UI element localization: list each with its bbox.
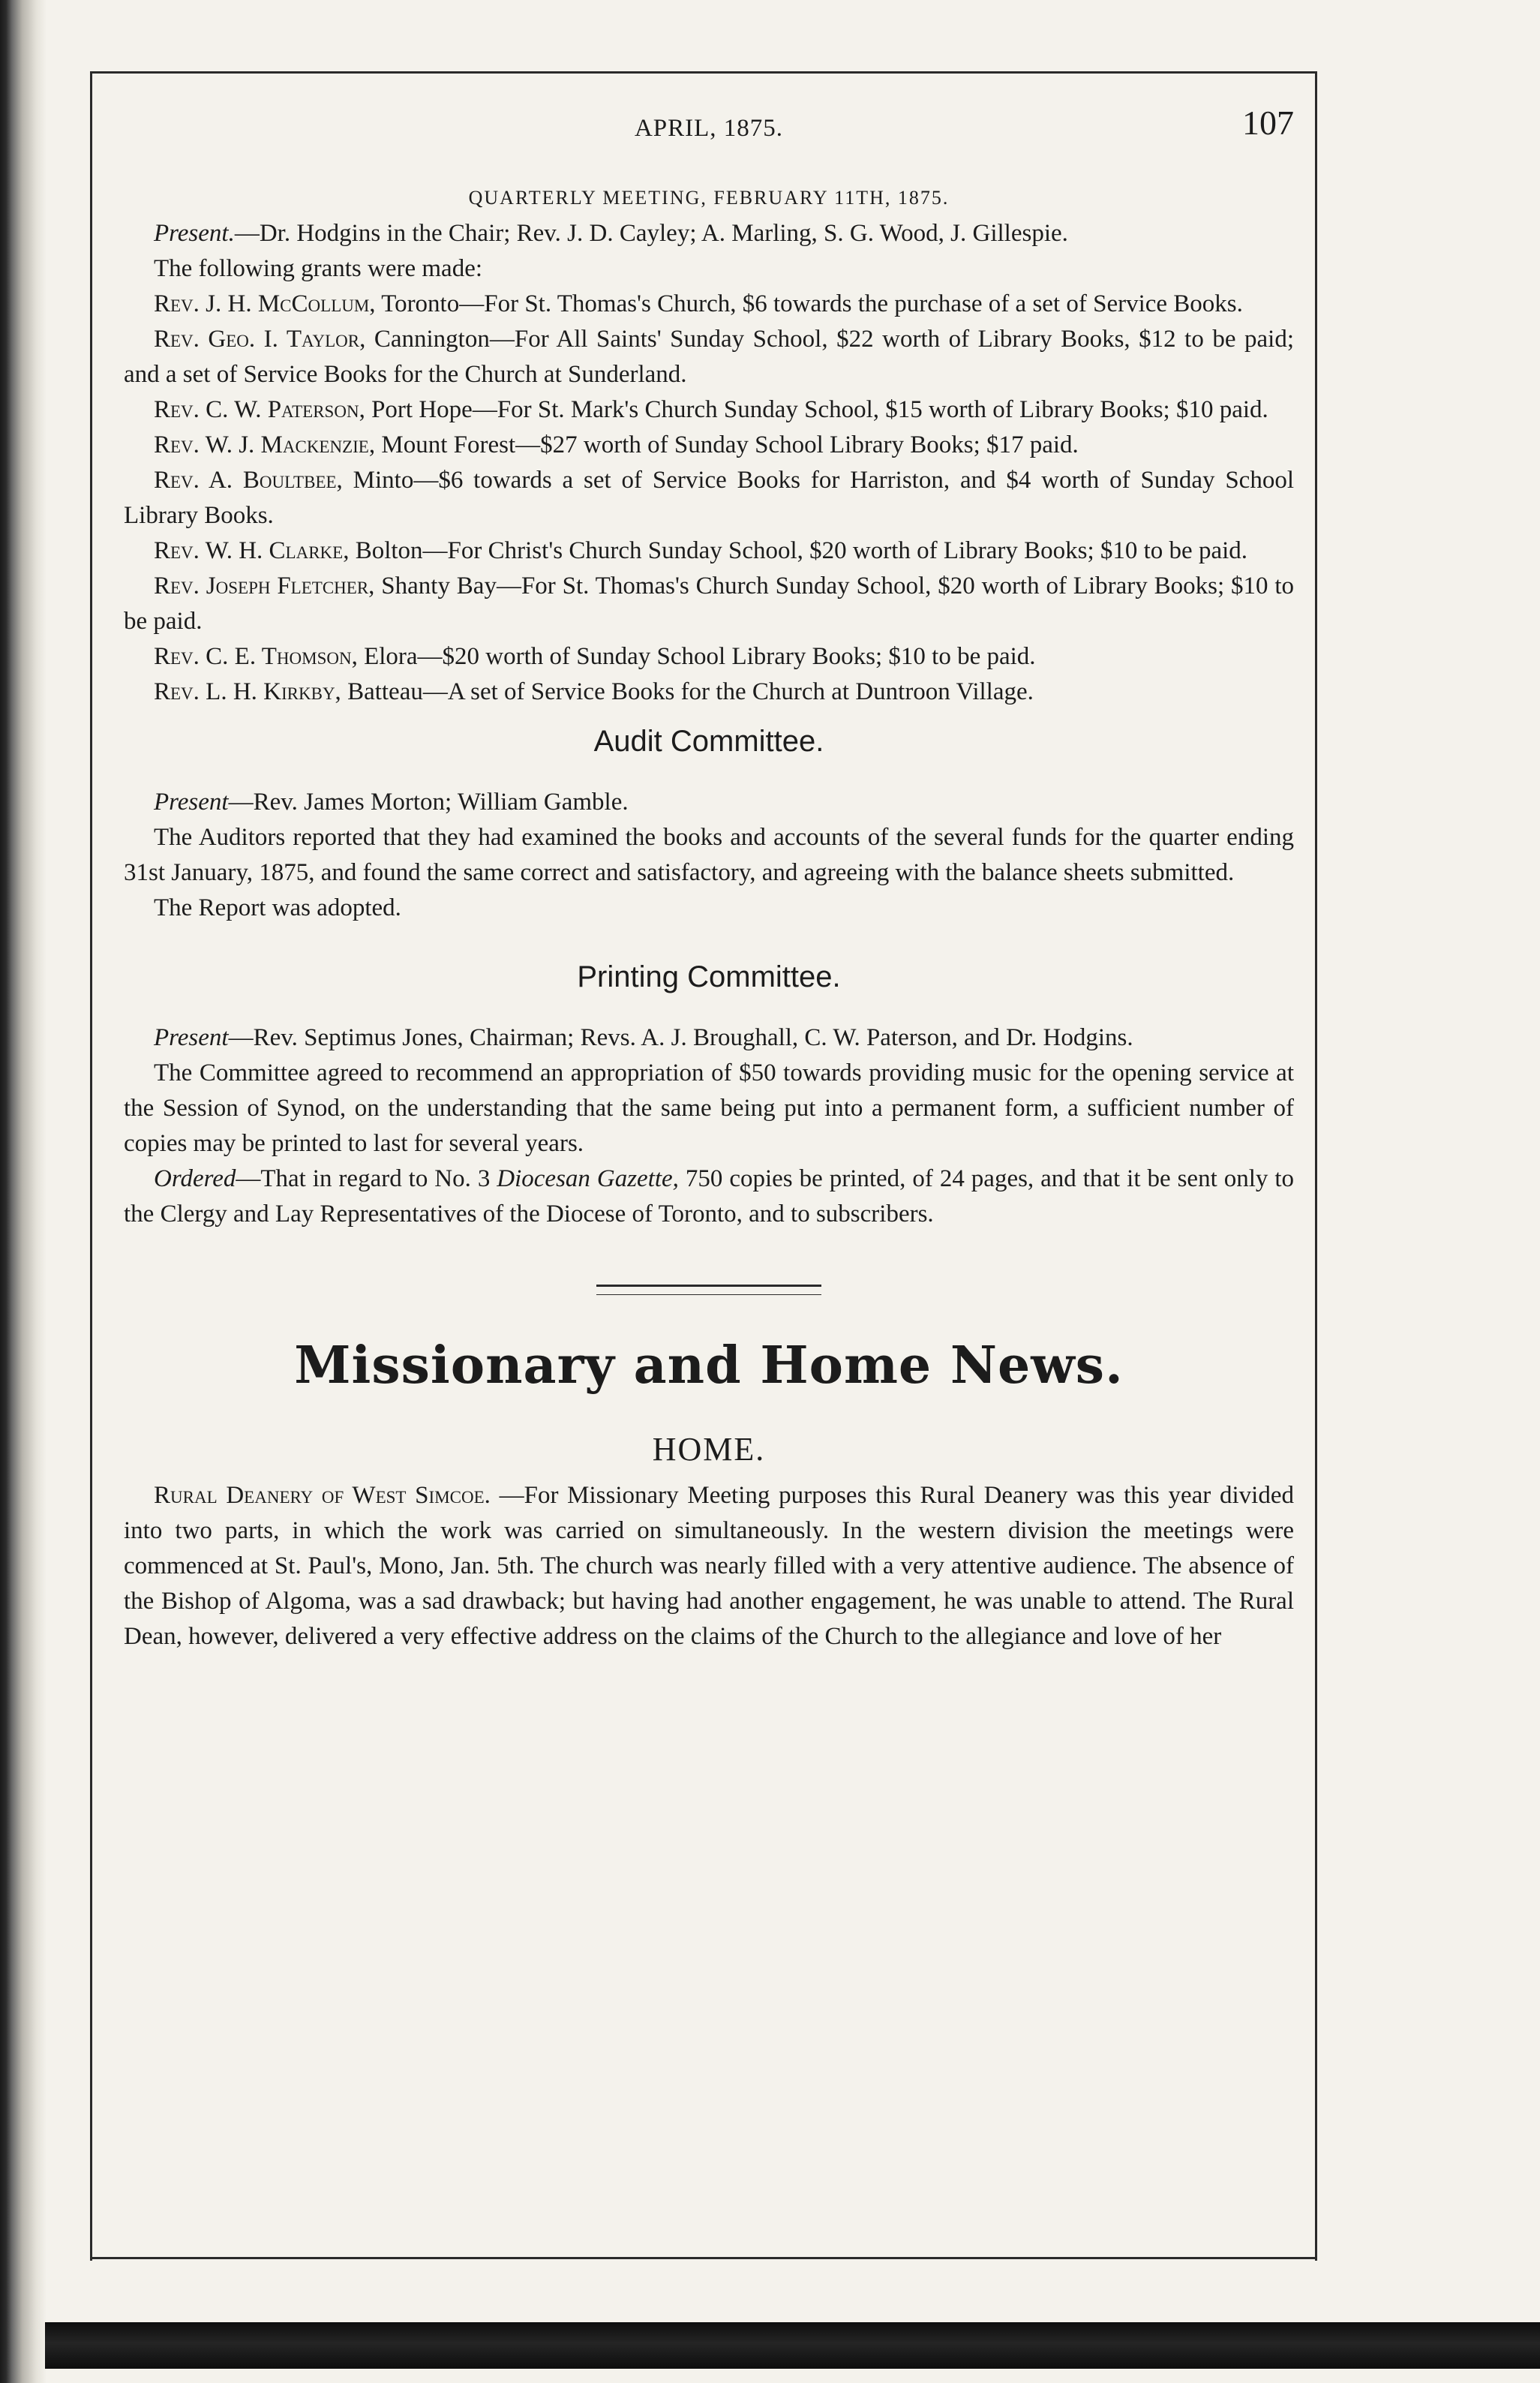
page-content [124,105,1294,1654]
grant-recipient: Rev. Joseph Fletcher, [154,572,375,600]
audit-committee-heading: Audit Committee. [593,725,824,758]
news-lead: Rural Deanery of West Simcoe. [154,1482,491,1509]
grant-item: Rev. Joseph Fletcher, Shanty Bay—For St. Thomas's Church Sunday School, $20 worth of Library Books; $10 to be paid. [124,572,1294,635]
home-subheading: HOME. [652,1431,766,1468]
publication-title: Diocesan Gazette, [497,1165,679,1192]
grant-item: Rev. C. E. Thomson, Elora—$20 worth of Sunday School Library Books; $10 to be paid. [154,643,1036,670]
printing-recommendation: The Committee agreed to recommend an appropriation of $50 towards providing music for the opening service at the Session of Synod, on the understanding that the same being put into a permanent form, a sufficient number of copies may be printed to last for several years. [124,1059,1294,1157]
grant-item: Rev. W. H. Clarke, Bolton—For Christ's Church Sunday School, $20 worth of Library Books; $10 to be paid. [154,537,1248,564]
quarterly-meeting-heading: QUARTERLY MEETING, FEBRUARY 11TH, 1875. [468,187,950,209]
grant-item: Rev. J. H. McCollum, Toronto—For St. Thomas's Church, $6 towards the purchase of a set of Service Books. [154,290,1243,317]
grant-recipient: Rev. J. H. McCollum, [154,290,376,317]
printing-committee-heading: Printing Committee. [577,960,841,993]
section-divider [596,1294,821,1295]
grant-item: Rev. L. H. Kirkby, Batteau—A set of Service Books for the Church at Duntroon Village. [154,678,1034,705]
grant-recipient: Rev. C. W. Paterson, [154,396,365,423]
grant-recipient: Rev. Geo. I. Taylor, [154,326,366,353]
scanner-bottom-band [45,2322,1540,2369]
bottom-rule [90,2257,1317,2259]
news-heading: Missionary and Home News. [294,1336,1124,1396]
grant-item: Rev. C. W. Paterson, Port Hope—For St. Mark's Church Sunday School, $15 worth of Library Books; $10 paid. [154,396,1268,423]
section-divider [596,1285,821,1287]
page-header [124,105,1294,150]
quarterly-present: Present.—Dr. Hodgins in the Chair; Rev. J. D. Cayley; A. Marling, S. G. Wood, J. Gillespie. [154,220,1068,247]
ordered-label: Ordered [154,1165,236,1192]
audit-present: Present—Rev. James Morton; William Gamble. [154,789,629,816]
grant-item: Rev. A. Boultbee, Minto—$6 towards a set of Service Books for Harriston, and $4 worth of Sunday School Library Books. [124,467,1294,529]
grant-item: Rev. W. J. Mackenzie, Mount Forest—$27 worth of Sunday School Library Books; $17 paid. [154,431,1079,458]
present-label: Present [154,1024,229,1051]
running-head: APRIL, 1875. [634,115,784,142]
audit-adopted: The Report was adopted. [154,894,401,921]
grant-recipient: Rev. L. H. Kirkby, [154,678,341,705]
scanned-page-edge [0,0,47,2383]
page-number: 107 [1242,104,1294,142]
audit-report: The Auditors reported that they had examined the books and accounts of the several funds for the quarter ending 31st January, 1875, and found the same correct and satisfactory, and agreeing with the balance sheets submitted. [124,824,1294,886]
present-label: Present [154,789,229,816]
grants-intro: The following grants were made: [154,255,483,282]
printing-present: Present—Rev. Septimus Jones, Chairman; Revs. A. J. Broughall, C. W. Paterson, and Dr. Hodgins. [154,1024,1133,1051]
grant-recipient: Rev. C. E. Thomson, [154,643,358,670]
news-paragraph: Rural Deanery of West Simcoe. —For Missionary Meeting purposes this Rural Deanery was this year divided into two parts, in which the work was carried on simultaneously. In the western division the meetings were commenced at St. Paul's, Mono, Jan. 5th. The church was nearly filled with a very attentive audience. The absence of the Bishop of Algoma, was a sad drawback; but having had another engagement, he was unable to attend. The Rural Dean, however, delivered a very effective address on the claims of the Church to the allegiance and love of her [124,1482,1294,1650]
grant-recipient: Rev. A. Boultbee, [154,467,343,494]
grant-recipient: Rev. W. J. Mackenzie, [154,431,376,458]
present-label: Present. [154,220,235,247]
grant-item: Rev. Geo. I. Taylor, Cannington—For All Saints' Sunday School, $22 worth of Library Books, $12 to be paid; and a set of Service Books for the Church at Sunderland. [124,326,1294,388]
printing-ordered: Ordered—That in regard to No. 3 Diocesan Gazette, 750 copies be printed, of 24 pages, and that it be sent only to the Clergy and Lay Representatives of the Diocese of Toronto, and to subscribers. [124,1165,1294,1228]
grant-recipient: Rev. W. H. Clarke, [154,537,350,564]
